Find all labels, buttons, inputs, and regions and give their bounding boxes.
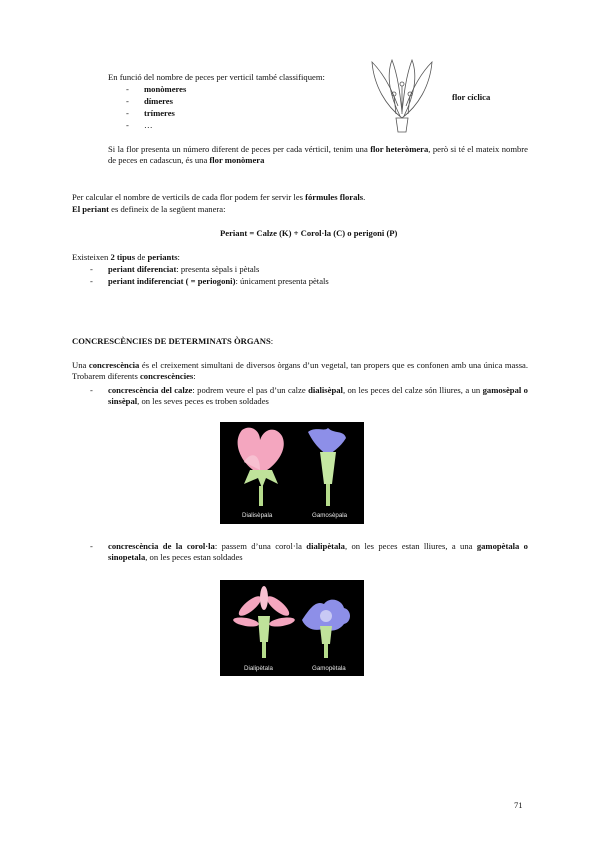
concrescence-paragraph: Una concrescència és el creixement simultani de diversos òrgans d’un vegetal, tan propers que es confonen amb una única massa. Trobarem diferents concrescències: bbox=[72, 360, 528, 381]
list-dash: - bbox=[126, 108, 129, 118]
list-item: monòmeres bbox=[144, 84, 187, 94]
figure-label: Gamosèpala bbox=[312, 512, 348, 519]
list-dash: - bbox=[90, 385, 93, 395]
figure-label: Dialisèpala bbox=[242, 512, 273, 519]
periant-types-lead: Existeixen 2 tipus de periants: bbox=[72, 252, 180, 262]
list-item: trímeres bbox=[144, 108, 175, 118]
page-number: 71 bbox=[514, 800, 523, 810]
list-item: periant indiferenciat ( = periogoni): únicament presenta pètals bbox=[108, 276, 329, 286]
list-dash: - bbox=[126, 120, 129, 130]
list-item: … bbox=[144, 120, 153, 130]
figure-label: Gamopètala bbox=[312, 665, 346, 672]
figure-caption: flor cíclica bbox=[452, 92, 491, 102]
list-dash: - bbox=[126, 96, 129, 106]
list-dash: - bbox=[126, 84, 129, 94]
intro-lead: En funció del nombre de peces per verticil també classifiquem: bbox=[108, 72, 325, 82]
calyx-illustration bbox=[220, 422, 364, 524]
corolla-item: concrescència de la corol·la: passem d’una corol·la dialipètala, on les peces estan lliures, a una gamopètala o sinopetala, on les peces estan soldades bbox=[108, 541, 528, 562]
paragraph-heteromera: Si la flor presenta un número diferent de peces per cada vérticil, tenim una flor heteròmera, però si té el mateix nombre de peces en cadascun, és una flor monòmera bbox=[108, 144, 528, 165]
list-item: periant diferenciat: presenta sèpals i pètals bbox=[108, 264, 260, 274]
figure-label: Dialipètala bbox=[244, 665, 273, 672]
formulas-line: Per calcular el nombre de verticils de cada flor podem fer servir les fórmules florals. bbox=[72, 192, 366, 202]
calze-item: concrescència del calze: podrem veure el pas d’un calze dialisèpal, on les peces del calze són lliures, a un gamosèpal o sinsèpal, on les seves peces es troben soldades bbox=[108, 385, 528, 406]
corolla-figure bbox=[220, 580, 364, 676]
calyx-figure bbox=[220, 422, 364, 524]
list-dash: - bbox=[90, 264, 93, 274]
list-dash: - bbox=[90, 541, 93, 551]
corolla-illustration bbox=[220, 580, 364, 676]
periant-definition-line: El periant es defineix de la següent manera: bbox=[72, 204, 226, 214]
section-heading: CONCRESCÈNCIES DE DETERMINATS ÒRGANS: bbox=[72, 336, 274, 346]
list-dash: - bbox=[90, 276, 93, 286]
cyclic-flower-illustration bbox=[366, 56, 438, 134]
periant-equation: Periant = Calze (K) + Corol·la (C) o perigoni (P) bbox=[220, 228, 398, 238]
list-item: dímeres bbox=[144, 96, 173, 106]
